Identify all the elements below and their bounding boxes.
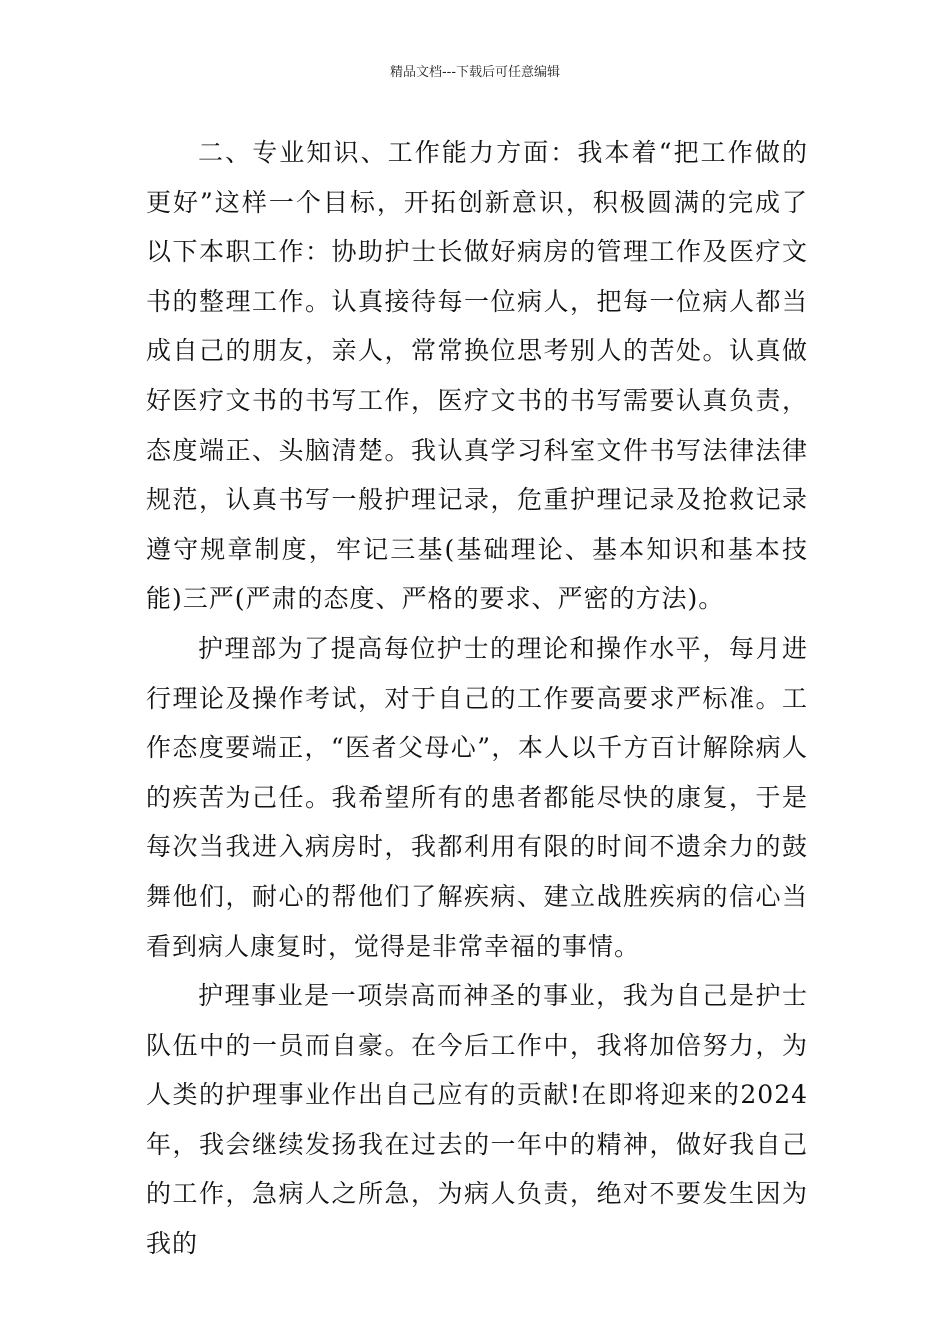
paragraph-nursing-career: 护理事业是一项崇高而神圣的事业，我为自己是护士队伍中的一员而自豪。在今后工作中，我将加倍努力，为人类的护理事业作出自己应有的贡献!在即将迎来的2024年，我会继续发扬我在过去的一年中的精神，做好我自己的工作，急病人之所急，为病人负责，绝对不要发生因为我的 xyxy=(146,981,808,1259)
document-body xyxy=(146,128,808,1269)
page-header: 精品文档---下载后可任意编辑 xyxy=(389,65,561,80)
paragraph-professional-knowledge: 二、专业知识、工作能力方面：我本着“把工作做的更好”这样一个目标，开拓创新意识，积极圆满的完成了以下本职工作：协助护士长做好病房的管理工作及医疗文书的整理工作。认真接待每一位病人，把每一位病人都当成自己的朋友，亲人，常常换位思考别人的苦处。认真做好医疗文书的书写工作，医疗文书的书写需要认真负责，态度端正、头脑清楚。我认真学习科室文件书写法律法律规范，认真书写一般护理记录，危重护理记录及抢救记录遵守规章制度，牢记三基(基础理论、基本知识和基本技能)三严(严肃的态度、严格的要求、严密的方法)。 xyxy=(146,138,808,614)
paragraph-nursing-department: 护理部为了提高每位护士的理论和操作水平，每月进行理论及操作考试，对于自己的工作要高要求严标准。工作态度要端正，“医者父母心”，本人以千方百计解除病人的疾苦为己任。我希望所有的患者都能尽快的康复，于是每次当我进入病房时，我都利用有限的时间不遗余力的鼓舞他们，耐心的帮他们了解疾病、建立战胜疾病的信心当看到病人康复时，觉得是非常幸福的事情。 xyxy=(146,633,808,961)
